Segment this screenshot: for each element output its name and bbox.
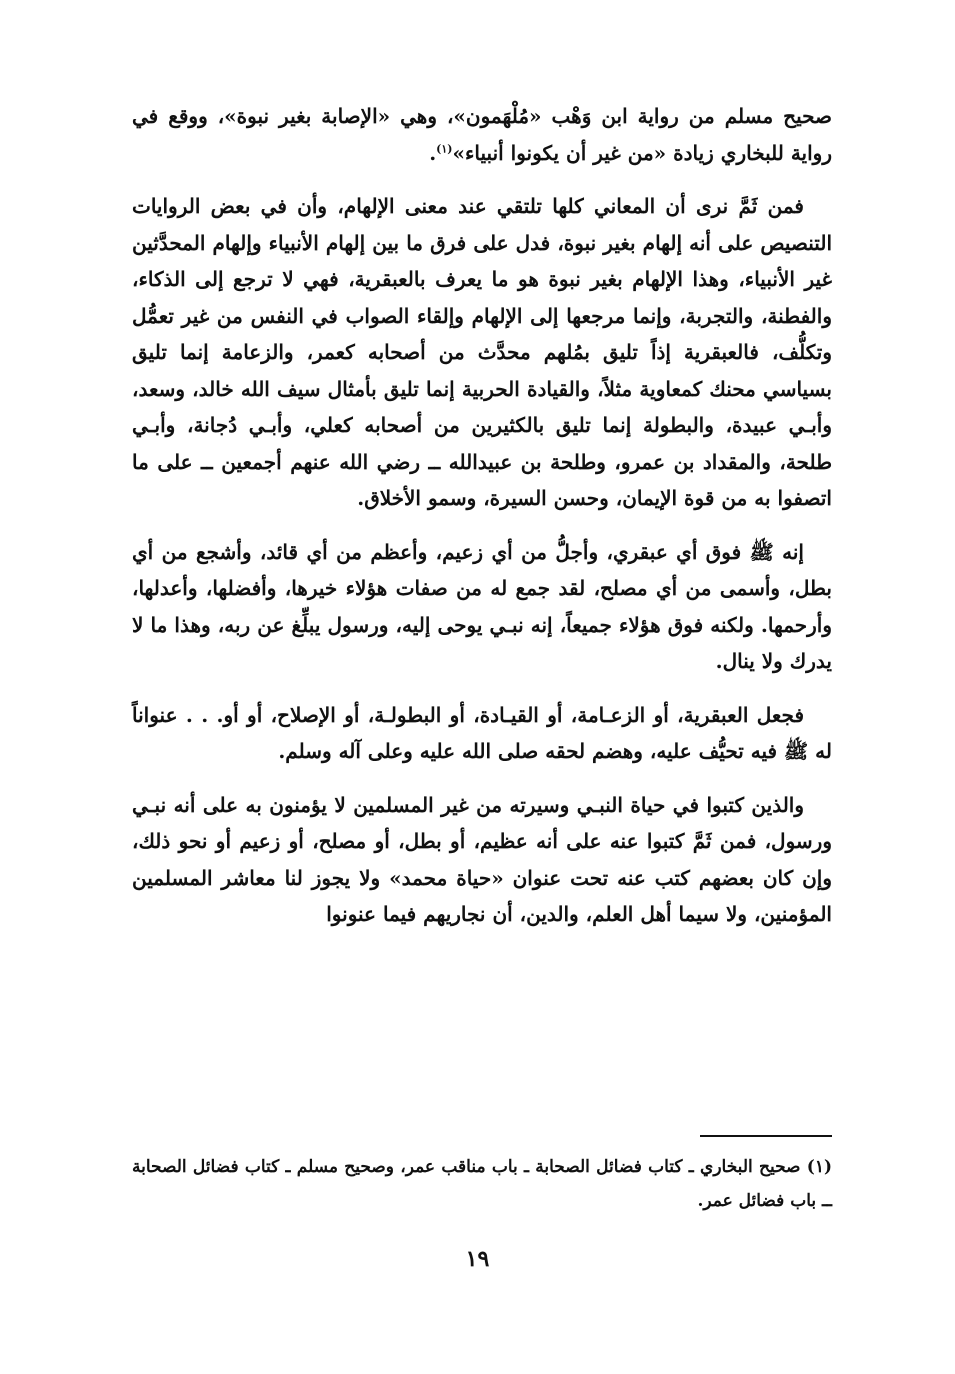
paragraph-1-text: صحيح مسلم من رواية ابن وَهْب «مُلْهَمون»، وهي «الإصابة بغير نبوة»، ووقع في رواية للبخاري زيادة «من غير أن يكونوا أنبياء» [132, 104, 832, 165]
footnote-divider [700, 1135, 832, 1137]
paragraph-2: فمن ثَمَّ نرى أن المعاني كلها تلتقي عند معنى الإلهام، وأن في بعض الروايات التنصيص على أنه إلهام بغير نبوة، فدل على فرق ما بين إلهام الأنبياء وإلهام المحدَّثين غير الأنبياء، وهذا الإلهام بغير نبوة هو ما يعرف بالعبقرية، فهي لا ترجع إلى الذكاء، والفطنة، والتجربة، وإنما مرجعها إلى الإلهام وإلقاء الصواب في النفس من غير تعمُّل وتكلُّف، فالعبقرية إذاً تليق بمُلهم محدَّث من أصحابه كعمر، والزعامة إنما تليق بسياسي محنك كمعاوية مثلاً، والقيادة الحربية إنما تليق بأمثال سيف الله خالد، وسعد، وأبـي عبيدة، والبطولة إنما تليق بالكثيرين من أصحابه كعلي، وأبـي دُجانة، وأبـي طلحة، والمقداد بن عمرو، وطلحة بن عبيدالله ــ رضي الله عنهم أجمعين ــ على ما اتصفوا به من قوة الإيمان، وحسن السيرة، وسمو الأخلاق. [132, 194, 832, 510]
paragraph-4: فجعل العبقرية، أو الزعـامة، أو القيـادة، أو البطولـة، أو الإصلاح، أو أو. . . عنواناً له ﷺ فيه تحيُّف عليه، وهضم لحقه صلى الله عليه وعلى آله وسلم. [132, 702, 832, 763]
page-number: ١٩ [465, 1246, 490, 1272]
paragraph-1 [132, 98, 832, 171]
paragraph-3: إنه ﷺ فوق أي عبقري، وأجلُّ من أي زعيم، وأعظم من أي قائد، وأشجع من أي بطل، وأسمى من أي مصلح، لقد جمع له من صفات هؤلاء خيرها، وأفضلها، وأعدلها، وأرحمها. ولكنه فوق هؤلاء جميعاً، إنه نبـي يوحى إليه، ورسول يبلِّغ عن ربه، وهذا ما لا يدرك ولا ينال. [132, 539, 832, 673]
main-text [132, 98, 832, 950]
paragraph-5: والذين كتبوا في حياة النبـي وسيرته من غير المسلمين لا يؤمنون به على أنه نبـي ورسول، فمن ثَمَّ كتبوا عنه على أنه عظيم، أو بطل، أو مصلح، أو زعيم أو نحو ذلك، وإن كان بعضهم كتب عنه تحت عنوان «حياة محمد» ولا يجوز لنا معاشر المسلمين المؤمنين، ولا سيما أهل العلم، والدين، أن نجاريهم فيما عنونوا [132, 792, 832, 926]
footnote-reference: (١) [436, 141, 453, 155]
footnote-1: (١) صحيح البخاري ـ كتاب فضائل الصحابة ـ باب مناقب عمر، وصحيح مسلم ـ كتاب فضائل الصحابة ــ باب فضائل عمر. [132, 1157, 832, 1211]
paragraph-1-end: . [429, 140, 437, 165]
footnotes [132, 1150, 832, 1218]
